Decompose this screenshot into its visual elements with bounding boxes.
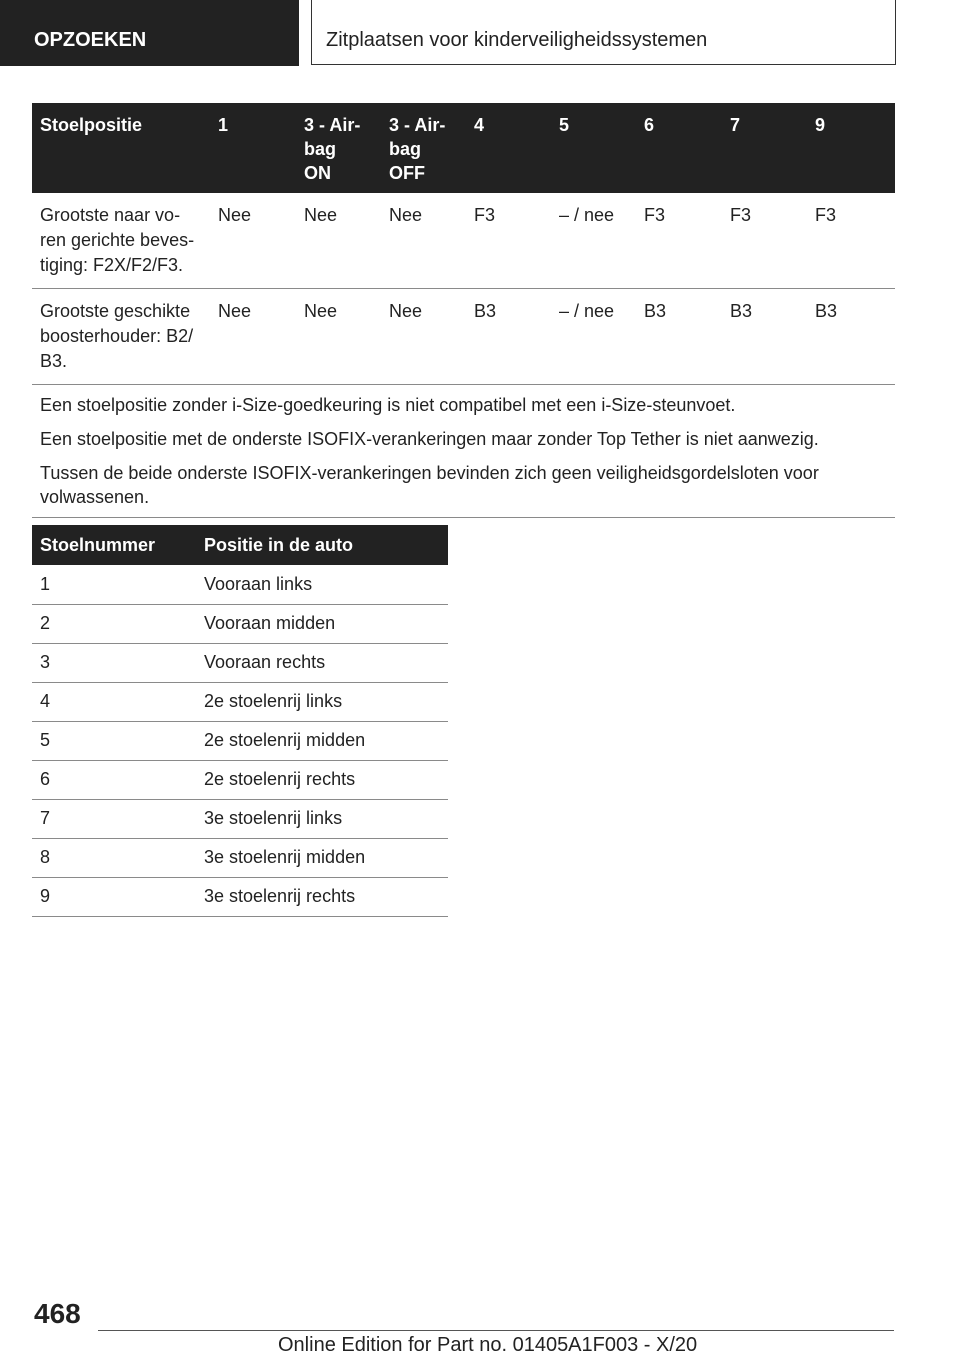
table-cell: Grootste naar vo- ren gerichte beves- tiging: F2X/F2/F3. bbox=[32, 193, 210, 289]
table-cell: B3 bbox=[466, 289, 551, 385]
column-header: Stoelnummer bbox=[32, 525, 196, 565]
seat-number: 7 bbox=[32, 799, 196, 838]
table-cell: F3 bbox=[466, 193, 551, 289]
seat-position: Vooraan midden bbox=[196, 604, 448, 643]
table-cell: F3 bbox=[636, 193, 722, 289]
seat-position: 3e stoelenrij rechts bbox=[196, 877, 448, 916]
table-cell: Nee bbox=[381, 193, 466, 289]
table-row bbox=[32, 877, 448, 916]
column-header: 5 bbox=[551, 103, 636, 193]
table-cell: Nee bbox=[210, 289, 296, 385]
table-cell: B3 bbox=[722, 289, 807, 385]
table-row bbox=[32, 682, 448, 721]
column-header: 1 bbox=[210, 103, 296, 193]
notes-cell bbox=[32, 385, 895, 518]
table-cell: – / nee bbox=[551, 193, 636, 289]
seat-number: 6 bbox=[32, 760, 196, 799]
seat-number: 8 bbox=[32, 838, 196, 877]
table-cell: Nee bbox=[296, 193, 381, 289]
table-row bbox=[32, 643, 448, 682]
seat-position: 2e stoelenrij rechts bbox=[196, 760, 448, 799]
footer-divider bbox=[98, 1330, 894, 1331]
table-row bbox=[32, 799, 448, 838]
table-row bbox=[32, 289, 895, 385]
table-cell: Grootste geschikte boosterhouder: B2/ B3. bbox=[32, 289, 210, 385]
table-row bbox=[32, 838, 448, 877]
table-cell: F3 bbox=[722, 193, 807, 289]
column-header: 6 bbox=[636, 103, 722, 193]
column-header: 9 bbox=[807, 103, 895, 193]
column-header: 3 - Air- bag ON bbox=[296, 103, 381, 193]
page-header-title: Zitplaatsen voor kinderveiligheidssystemen bbox=[311, 0, 896, 65]
page-number: 468 bbox=[34, 1298, 81, 1329]
note-text: Een stoelpositie zonder i-Size-goedkeuring is niet compatibel met een i-Size-steunvoet. bbox=[40, 395, 736, 415]
table-header-row bbox=[32, 103, 895, 193]
edition-footer: Online Edition for Part no. 01405A1F003 - X/20 bbox=[278, 1334, 698, 1356]
column-header: 7 bbox=[722, 103, 807, 193]
seat-number: 1 bbox=[32, 565, 196, 604]
table-row bbox=[32, 193, 895, 289]
table-cell: B3 bbox=[636, 289, 722, 385]
notes-row bbox=[32, 385, 895, 518]
table-cell: Nee bbox=[296, 289, 381, 385]
seat-number: 2 bbox=[32, 604, 196, 643]
seat-position: 2e stoelenrij links bbox=[196, 682, 448, 721]
column-header: 4 bbox=[466, 103, 551, 193]
column-header: Stoelpositie bbox=[32, 103, 210, 193]
seat-position: 2e stoelenrij midden bbox=[196, 721, 448, 760]
table-cell: F3 bbox=[807, 193, 895, 289]
seat-number: 3 bbox=[32, 643, 196, 682]
table-cell: Nee bbox=[381, 289, 466, 385]
column-header: Positie in de auto bbox=[196, 525, 448, 565]
table-cell: Nee bbox=[210, 193, 296, 289]
note-text: Tussen de beide onderste ISOFIX-verankeringen bevinden zich geen veiligheidsgordelsloten voor volwassenen. bbox=[40, 463, 819, 507]
table-row bbox=[32, 604, 448, 643]
seat-position: 3e stoelenrij links bbox=[196, 799, 448, 838]
seat-position: Vooraan rechts bbox=[196, 643, 448, 682]
note-text: Een stoelpositie met de onderste ISOFIX-verankeringen maar zonder Top Tether is niet aanwezig. bbox=[40, 429, 819, 449]
table-cell: B3 bbox=[807, 289, 895, 385]
table-cell: – / nee bbox=[551, 289, 636, 385]
table-row bbox=[32, 760, 448, 799]
seat-number: 9 bbox=[32, 877, 196, 916]
seat-position: 3e stoelenrij midden bbox=[196, 838, 448, 877]
section-tab[interactable]: OPZOEKEN bbox=[0, 0, 299, 66]
table-header-row bbox=[32, 525, 448, 565]
column-header: 3 - Air- bag OFF bbox=[381, 103, 466, 193]
seat-number: 4 bbox=[32, 682, 196, 721]
table-row bbox=[32, 721, 448, 760]
seat-position: Vooraan links bbox=[196, 565, 448, 604]
seat-number-legend-table bbox=[32, 525, 448, 917]
table-row bbox=[32, 565, 448, 604]
seat-position-table bbox=[32, 103, 895, 518]
seat-number: 5 bbox=[32, 721, 196, 760]
